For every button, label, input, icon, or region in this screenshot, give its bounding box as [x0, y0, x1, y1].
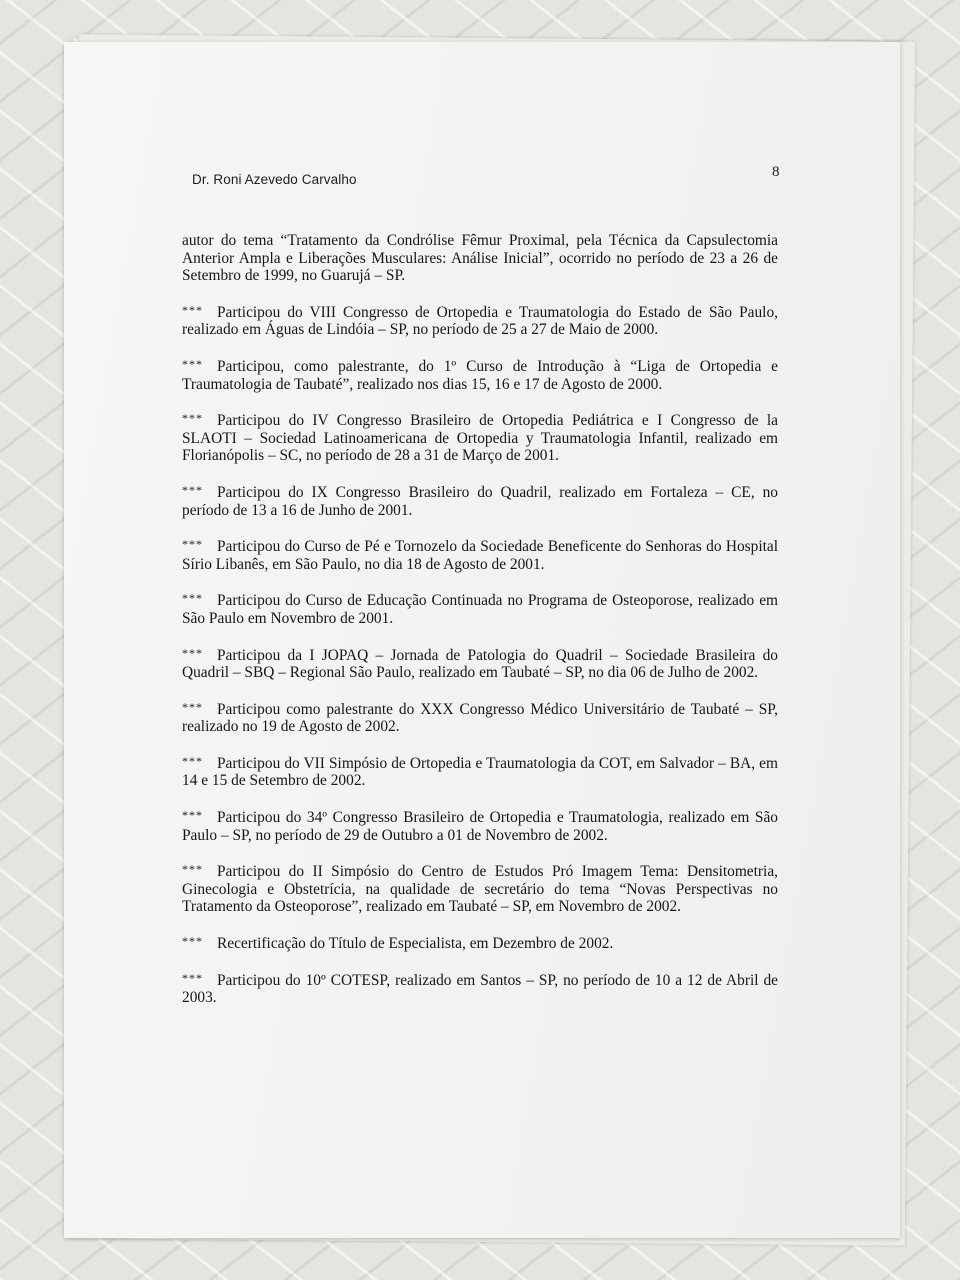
entry-text: Participou do 10º COTESP, realizado em Santos – SP, no período de 10 a 12 de Abril de 2003. [182, 971, 778, 1007]
document-page [64, 42, 900, 1238]
entry-paragraph [182, 538, 778, 573]
bullet-asterisks: *** [182, 862, 203, 877]
entry-paragraph [182, 972, 778, 1007]
bullet-asterisks: *** [182, 302, 203, 317]
entry-paragraph [182, 358, 778, 393]
bullet-asterisks: *** [182, 699, 203, 714]
entry-paragraph [182, 647, 778, 682]
entry-paragraph [182, 412, 778, 465]
bullet-asterisks: *** [182, 591, 203, 606]
bullet-asterisks: *** [182, 970, 203, 985]
entries-list [182, 232, 778, 1026]
entry-text: Participou do VIII Congresso de Ortopedia e Traumatologia do Estado de São Paulo, realizado em Águas de Lindóia – SP, no período de 25 a 27 de Maio de 2000. [182, 303, 778, 339]
bullet-asterisks: *** [182, 356, 203, 371]
entry-continuation [182, 232, 778, 285]
bullet-asterisks: *** [182, 808, 203, 823]
entry-text: Participou como palestrante do XXX Congresso Médico Universitário de Taubaté – SP, realizado no 19 de Agosto de 2002. [182, 700, 778, 736]
entry-text: Participou, como palestrante, do 1º Curso de Introdução à “Liga de Ortopedia e Traumatologia de Taubaté”, realizado nos dias 15, 16 e 17 de Agosto de 2000. [182, 357, 778, 393]
page-number: 8 [772, 164, 780, 180]
entry-text: Participou do IV Congresso Brasileiro de Ortopedia Pediátrica e I Congresso de la SLAOTI – Sociedad Latinoamericana de Ortopedia y Traumatologia Infantil, realizado em Florianópolis – SC, no período de 28 a 31 de Março de 2001. [182, 412, 778, 465]
entry-paragraph [182, 484, 778, 519]
entry-text: Participou da I JOPAQ – Jornada de Patologia do Quadril – Sociedade Brasileira do Quadril – SBQ – Regional São Paulo, realizado em Taubaté – SP, no dia 06 de Julho de 2002. [182, 646, 778, 682]
entry-paragraph [182, 863, 778, 916]
bullet-asterisks: *** [182, 482, 203, 497]
entry-text: Participou do VII Simpósio de Ortopedia e Traumatologia da COT, em Salvador – BA, em 14 e 15 de Setembro de 2002. [182, 754, 778, 790]
entry-paragraph [182, 592, 778, 627]
entry-paragraph [182, 701, 778, 736]
header-author: Dr. Roni Azevedo Carvalho [192, 172, 357, 187]
entry-text: Participou do Curso de Educação Continuada no Programa de Osteoporose, realizado em São Paulo em Novembro de 2001. [182, 592, 778, 627]
entry-text: autor do tema “Tratamento da Condrólise Fêmur Proximal, pela Técnica da Capsulectomia Anterior Ampla e Liberações Musculares: Análise Inicial”, ocorrido no período de 23 a 26 de Setembro de 1999, no Guarujá – SP. [182, 232, 778, 285]
entry-text: Recertificação do Título de Especialista, em Dezembro de 2002. [217, 935, 614, 953]
entry-text: Participou do 34º Congresso Brasileiro de Ortopedia e Traumatologia, realizado em São Paulo – SP, no período de 29 de Outubro a 01 de Novembro de 2002. [182, 809, 778, 844]
entry-text: Participou do IX Congresso Brasileiro do Quadril, realizado em Fortaleza – CE, no período de 13 a 16 de Junho de 2001. [182, 483, 778, 519]
entry-paragraph [182, 935, 778, 953]
bullet-asterisks: *** [182, 537, 203, 552]
bullet-asterisks: *** [182, 934, 203, 949]
entry-paragraph [182, 304, 778, 339]
bullet-asterisks: *** [182, 645, 203, 660]
entry-paragraph [182, 809, 778, 844]
bullet-asterisks: *** [182, 411, 203, 426]
bullet-asterisks: *** [182, 753, 203, 768]
entry-text: Participou do Curso de Pé e Tornozelo da Sociedade Beneficente do Senhoras do Hospital Sírio Libanês, em São Paulo, no dia 18 de Agosto de 2001. [182, 538, 778, 573]
entry-paragraph [182, 755, 778, 790]
entry-text: Participou do II Simpósio do Centro de Estudos Pró Imagem Tema: Densitometria, Ginecologia e Obstetrícia, na qualidade de secretário do tema “Novas Perspectivas no Tratamento da Osteoporose”, realizado em Taubaté – SP, em Novembro de 2002. [182, 863, 778, 916]
